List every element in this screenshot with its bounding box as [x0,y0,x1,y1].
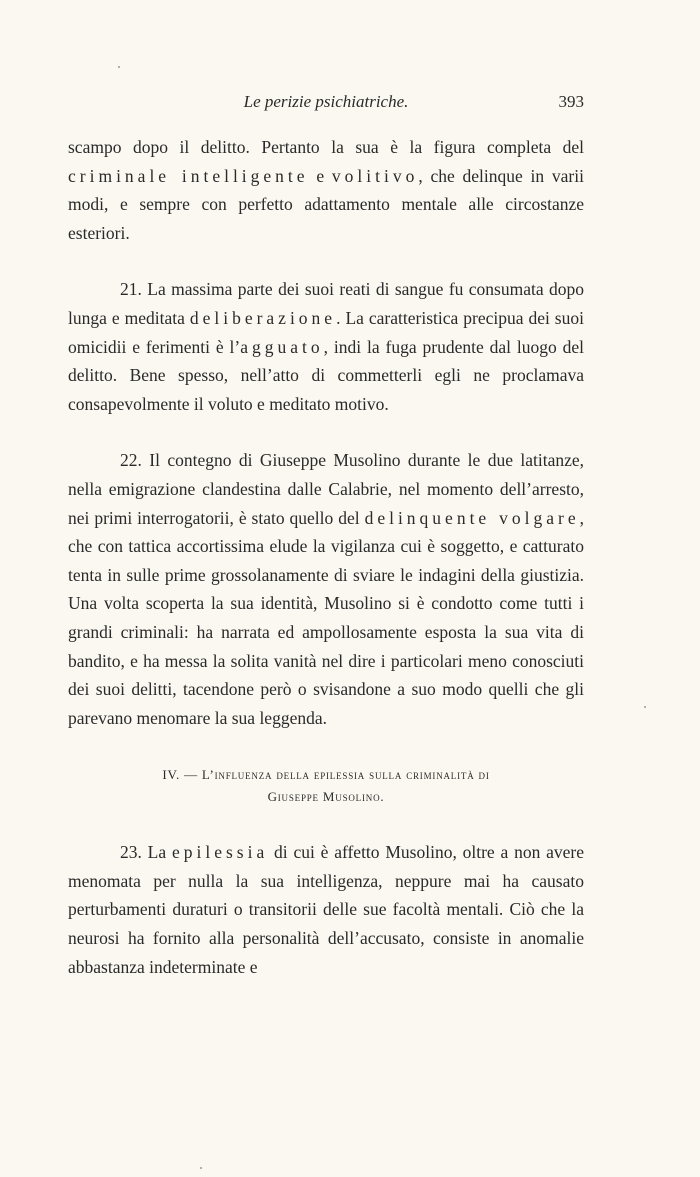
paragraph-23 [68,838,584,981]
paragraph-22 [68,446,584,732]
emphasis-spaced: criminale intelligente [68,165,309,186]
text-run: , che con tattica accortissima elude la vigilanza cui è soggetto, e catturato tenta in sulle prime grossolanamente di sviare le indagini della giustizia. Una volta scoperta la sua identità, Musolino si è condotto come tutti i grandi criminali: ha narrata ed ampollosamente esposta la sua vita di bandito, e ha messa la solita vanità nel dire i particolari meno conosciuti dei suoi delitti, tacendone però o svisandone a suo modo quelli che gli parevano menomare la sua leggenda. [68,507,584,728]
emphasis-spaced: volitivo [331,165,419,186]
text-run: , che delinque in varii modi, e sempre con perfetto adattamento mentale alle circostanze esteriori. [68,165,584,243]
paper-speck [118,66,120,68]
text-run: 22. Il contegno di Giuseppe Musolino durante le due latitanze, nella emigrazione clandestina dalle Calabrie, nel momento dell’arresto, nei primi interrogatorii, è stato quello del [68,450,584,528]
text-run: e [308,165,332,186]
page-number: 393 [558,92,584,111]
body-text [68,133,584,981]
section-heading [68,764,584,808]
section-heading-line-2: Giuseppe Musolino. [267,789,385,805]
text-run: 23. La [120,842,172,863]
text-run: . La caratteristica precipua dei suoi omicidii e ferimenti è l’ [68,307,584,357]
paper-speck [200,1167,202,1169]
emphasis-spaced: deliberazione [189,307,337,328]
emphasis-spaced: epilessia [171,842,269,863]
emphasis-spaced: delinquente volgare [364,507,580,528]
text-run: scampo dopo il delitto. Pertanto la sua è la figura completa del [68,137,584,157]
text-run: , indi la fuga prudente dal luogo del delitto. Bene spesso, nell’atto di commetterli egli ne proclamava consapevolmente il voluto e meditato motivo. [68,336,584,414]
running-title: Le perizie psichiatriche. [243,92,409,111]
emphasis-spaced: agguato [240,336,324,357]
paper-speck [644,706,646,708]
text-run: 21. La massima parte dei suoi reati di sangue fu consumata dopo lunga e meditata [68,279,584,328]
paragraph-21 [68,275,584,418]
paragraph-continuation [68,133,584,247]
running-head [68,92,584,118]
text-run: di cui è affetto Musolino, oltre a non avere menomata per nulla la sua intelligenza, neppure mai ha causato perturbamenti duraturi o transitorii delle sue facoltà mentali. Ciò che la neurosi ha fornito alla personalità dell’accusato, consiste in anomalie abbastanza indeterminate e [68,842,584,977]
section-heading-line-1: IV. — L’influenza della epilessia sulla criminalità di [162,767,490,783]
